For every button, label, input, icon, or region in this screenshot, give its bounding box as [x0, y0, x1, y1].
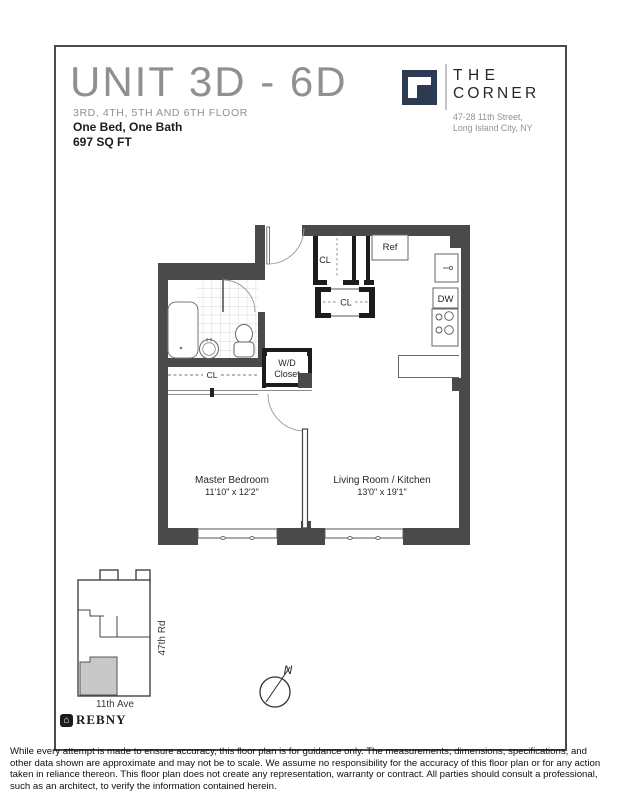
rebny-logo	[60, 712, 127, 728]
wall-pier	[298, 373, 312, 388]
entry-door	[267, 227, 304, 264]
rebny-house-icon: ⌂	[60, 714, 73, 727]
corner-logo-icon	[402, 70, 437, 105]
brand-name-line1: THE	[453, 67, 501, 84]
stove	[432, 309, 458, 346]
window-left	[198, 529, 277, 539]
compass-icon	[252, 652, 312, 712]
brand-address-line1: 47-28 11th Street,	[453, 112, 523, 122]
keyplan-unit-highlight	[80, 657, 117, 695]
square-footage-label: 697 SQ FT	[73, 135, 132, 149]
room-dims-living: 13'0" x 19'1"	[357, 487, 407, 497]
disclaimer-line: While every attempt is made to ensure accuracy, this floor plan is for guidance only. The measurements, dimensions, specifications, and	[10, 746, 587, 757]
room-label-living: Living Room / Kitchen	[333, 475, 431, 486]
bathtub	[168, 302, 198, 358]
hall-closet-label: CL	[206, 370, 218, 380]
divider-wall	[303, 429, 308, 528]
disclaimer-line: taken in reliance thereon. This floor plan does not create any representation, warranty or contract. All parties should consult a professional,	[10, 769, 598, 781]
brand-address	[453, 112, 533, 133]
bathtub-drain	[180, 347, 183, 350]
disclaimer-text	[10, 746, 610, 793]
logo-divider	[445, 64, 447, 110]
kitchen-counter	[399, 356, 460, 378]
wd-closet-label1: W/D	[278, 358, 296, 368]
street-label-11th-ave: 11th Ave	[96, 699, 134, 710]
refrigerator-label: Ref	[382, 242, 398, 253]
compass-north-label: N	[283, 663, 293, 677]
kitchen-sink	[435, 254, 458, 282]
rebny-label: REBNY	[76, 712, 127, 727]
room-dims-bedroom: 11'10" x 12'2"	[205, 487, 259, 497]
building-key-plan	[60, 565, 170, 710]
brand-name-line2: CORNER	[453, 85, 540, 102]
corner-glyph-icon	[402, 70, 437, 105]
bedroom-door-arc	[268, 394, 305, 431]
street-label-47th-rd: 47th Rd	[157, 620, 168, 656]
room-label-bedroom: Master Bedroom	[195, 475, 269, 486]
floors-subtitle: 3RD, 4TH, 5TH AND 6TH FLOOR	[73, 107, 248, 119]
disclaimer-line: such as an architect, to verify the information contained herein.	[10, 781, 277, 793]
bed-bath-label: One Bed, One Bath	[73, 120, 183, 134]
window-right	[325, 529, 403, 539]
page-title: UNIT 3D - 6D	[70, 58, 348, 105]
floor-plan	[150, 218, 480, 554]
brand-address-line2: Long Island City, NY	[453, 122, 533, 133]
dishwasher-label: DW	[437, 294, 454, 305]
kitchen-closet1-label: CL	[319, 255, 331, 265]
disclaimer-line: other data shown are approximate and may not be to scale. We assume no responsibility for the accuracy of this floor plan or for any action	[10, 757, 601, 769]
wd-closet-label2: Closet	[274, 369, 300, 379]
kitchen-closet2-label: CL	[340, 297, 352, 308]
